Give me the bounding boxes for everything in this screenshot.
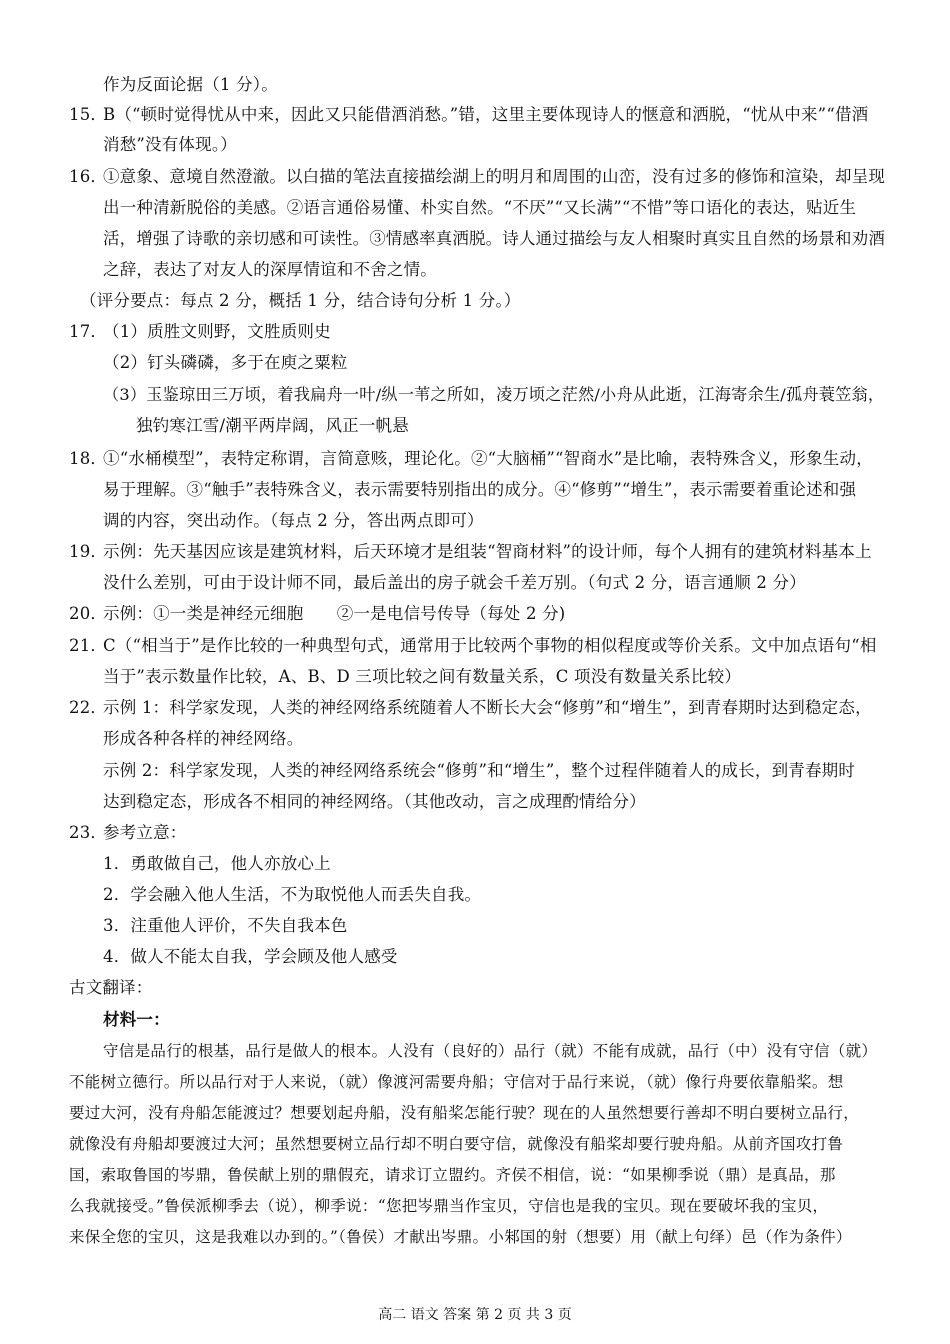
q22-line: 示例 2：科学家发现，人类的神经网络系统会“修剪”和“增生”，整个过程伴随着人的成长，到青春期时 xyxy=(103,761,856,780)
q22-number: 22． xyxy=(69,698,108,717)
q21-line: 当于”表示数量作比较，A、B、D 三项比较之间有数量关系，C 项没有数量关系比较） xyxy=(103,667,742,686)
q19-line: 没什么差别，可由于设计师不同，最后盖出的房子就会千差万别。（句式 2 分，语言通顺 2 分） xyxy=(103,573,806,592)
q23-item: 1．勇敢做自己，他人亦放心上 xyxy=(103,854,331,873)
translation-line: 来保全您的宝贝，这是我难以办到的。”（鲁侯）才献出岑鼎。小邾国的射（想要）用（献上句绎）邑（作为条件） xyxy=(69,1228,852,1246)
q23-item: 3．注重他人评价，不失自我本色 xyxy=(103,916,348,935)
q17-item-continuation: 独钓寒江雪/潮平两岸阔，风正一帆悬 xyxy=(136,416,409,435)
q16-line: 出一种清新脱俗的美感。②语言通俗易懂、朴实自然。“不厌”“又长满”“不惜”等口语化的表达，贴近生 xyxy=(103,198,857,217)
page-footer: 高二 语文 答案 第 2 页 共 3 页 xyxy=(378,1307,572,1323)
q16-line: 之辞，表达了对友人的深厚情谊和不舍之情。 xyxy=(103,260,437,279)
q23-heading: 参考立意： xyxy=(103,823,187,842)
translation-line: 么我就接受。”鲁侯派柳季去（说），柳季说：“您把岑鼎当作宝贝，守信也是我的宝贝。现在要破坏我的宝贝， xyxy=(69,1197,829,1215)
q19-line: 示例：先天基因应该是建筑材料，后天环境才是组装“智商材料”的设计师，每个人拥有的建筑材料基本上 xyxy=(103,542,872,561)
translation-line: 要过大河，没有舟船怎能渡过？想要划起舟船，没有船桨怎能行驶？现在的人虽然想要行善却不明白要树立品行， xyxy=(69,1104,860,1122)
q22-line: 达到稳定态，形成各不相同的神经网络。（其他改动，言之成理酌情给分） xyxy=(103,792,646,811)
q21-line: C（“相当于”是作比较的一种典型句式，通常用于比较两个事物的相似程度或等价关系。文中加点语句“相 xyxy=(103,636,877,655)
q22-line: 形成各种各样的神经网络。 xyxy=(103,729,304,748)
q18-number: 18． xyxy=(69,449,108,468)
q18-line: 调的内容，突出动作。（每点 2 分，答出两点即可） xyxy=(103,511,484,530)
q15-line: 消愁”没有体现。） xyxy=(103,135,237,154)
q21-number: 21． xyxy=(69,636,108,655)
prev-answer-tail: 作为反面论据（1 分）。 xyxy=(103,75,278,94)
material-one-title: 材料一： xyxy=(103,1010,170,1029)
q16-line: 活，增强了诗歌的亲切感和可读性。③情感率真洒脱。诗人通过描绘与友人相聚时真实且自然的场景和劝酒 xyxy=(103,229,885,248)
q19-number: 19． xyxy=(69,542,108,561)
q18-line: 易于理解。③“触手”表特殊含义，表示需要特别指出的成分。④“修剪”“增生”，表示需要着重论述和强 xyxy=(103,480,857,499)
q17-item: （2）钉头磷磷，多于在庾之粟粒 xyxy=(103,353,348,372)
translation-heading: 古文翻译： xyxy=(69,978,153,997)
q15-line: B（“顿时觉得忧从中来，因此又只能借酒消愁。”错，这里主要体现诗人的惬意和洒脱，“忧从中来”“借酒 xyxy=(103,105,869,124)
q17-number: 17． xyxy=(69,322,108,341)
translation-line: 不能树立德行。所以品行对于人来说，（就）像渡河需要舟船；守信对于品行来说，（就）像行舟要依靠船桨。想 xyxy=(69,1073,844,1091)
q23-item: 4．做人不能太自我，学会顾及他人感受 xyxy=(103,947,398,966)
q15-number: 15． xyxy=(69,105,108,124)
q16-scoring: （评分要点：每点 2 分，概括 1 分，结合诗句分析 1 分。） xyxy=(80,291,521,310)
q22-line: 示例 1：科学家发现，人类的神经网络系统随着人不断长大会“修剪”和“增生”，到青春期时达到稳定态， xyxy=(103,698,872,717)
translation-line: 国，索取鲁国的岑鼎，鲁侯献上别的鼎假充，请求订立盟约。齐侯不相信，说：“如果柳季说（鼎）是真品，那 xyxy=(69,1166,836,1184)
q20-number: 20． xyxy=(69,604,108,623)
translation-line: 就像没有舟船却要渡过大河；虽然想要树立品行却不明白要守信，就像没有船桨却要行驶舟船。从前齐国攻打鲁 xyxy=(69,1135,844,1153)
translation-line: 守信是品行的根基，品行是做人的根本。人没有（良好的）品行（就）不能有成就，品行（中）没有守信（就） xyxy=(103,1042,878,1060)
q16-line: ①意象、意境自然澄澈。以白描的笔法直接描绘湖上的明月和周围的山峦，没有过多的修饰和渲染，却呈现 xyxy=(103,167,885,186)
q16-number: 16． xyxy=(69,167,108,186)
q17-item: （1）质胜文则野，文胜质则史 xyxy=(103,322,331,341)
q23-number: 23． xyxy=(69,823,108,842)
q17-item: （3）玉鉴琼田三万顷，着我扁舟一叶/纵一苇之所如，凌万顷之茫然/小舟从此逝，江海寄余生/孤舟蓑笠翁， xyxy=(103,385,885,404)
q18-line: ①“水桶模型”，表特定称谓，言简意赅，理论化。②“大脑桶”“智商水”是比喻，表特殊含义，形象生动， xyxy=(103,449,873,468)
q20-line: 示例：①一类是神经元细胞 ②一是电信号传导（每处 2 分) xyxy=(103,604,566,623)
q23-item: 2．学会融入他人生活，不为取悦他人而丢失自我。 xyxy=(103,885,482,904)
